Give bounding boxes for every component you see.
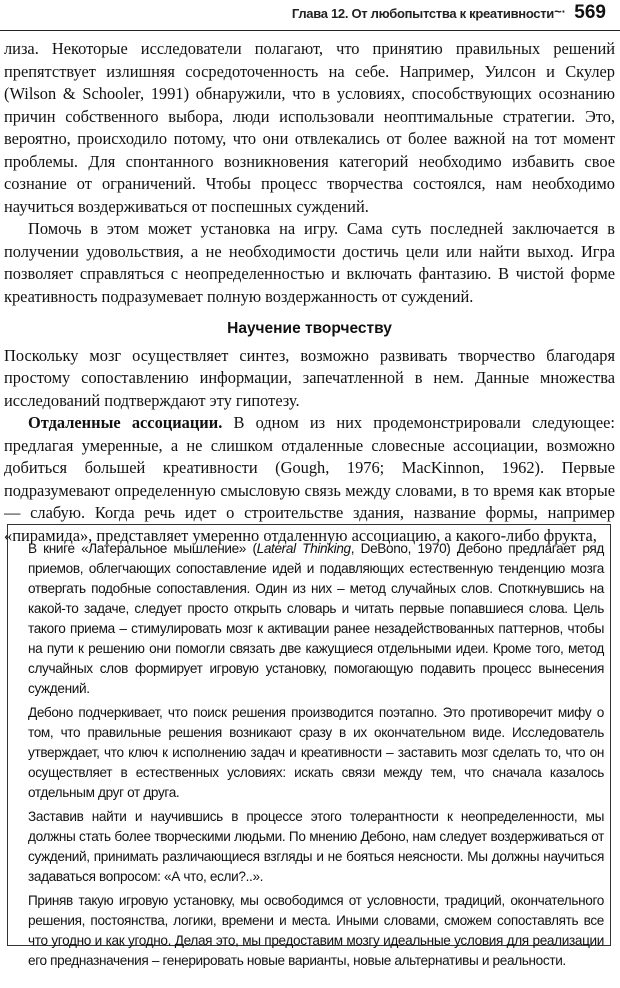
sidebar-paragraph-4: Приняв такую игровую установку, мы освободимся от условности, традиций, окончательного решения, постоянства, логики, времени и места. Иными словами, сможем сопоставлять все что угодно и как угодно. Делая это, мы предоставим мозгу идеальные условия для реализации его предназначения – генерировать новые варианты, новые альтернативы и реальности. — [28, 893, 604, 968]
running-head — [0, 0, 620, 31]
paragraph-3: Поскольку мозг осуществляет синтез, возможно развивать творчество благодаря простому сопоставлению информации, запечатленной в нем. Данные множества исследований подтверждают эту гипотезу. — [4, 345, 615, 410]
sidebar-p1-prefix: В книге «Латеральное мышление» ( — [28, 541, 257, 556]
chapter-title: Глава 12. От любопытства к креативности — [291, 6, 554, 21]
run-in-heading: Отдаленные ассоциации. — [28, 413, 223, 432]
sidebar-paragraph-2: Дебоно подчеркивает, что поиск решения производится поэтапно. Это противоречит мифу о том, что правильные решения возникают сразу в их окончательном виде. Исследователь утверждает, что ключ к исполнению задач и креативности – заставить мозг сделать то, что он осуществляет в естественных условиях: искать связи между тем, что сначала казалось отдельным друг от друга. — [28, 705, 604, 800]
book-title: Lateral Thinking — [256, 541, 351, 556]
paragraph-1: лиза. Некоторые исследователи полагают, что принятию правильных решений препятствует излишняя сосредоточенность на себе. Например, Уилсон и Скулер (Wilson & Schooler, 1991) обнаружили, что в условиях, способствующих осознанию причин собственного выбора, люди использовали неоптимальные стратегии. Это, вероятно, происходило потому, что они отвлекались от более важной на тот момент проблемы. Для спонтанного возникновения категорий необходимо избавить свое сознание от ограничений. Чтобы процесс творчества состоялся, нам необходимо научиться воздерживаться от поспешных суждений. — [4, 39, 615, 216]
ornament-mark: ~· — [554, 4, 566, 19]
sidebar-p1-rest: , DeBono, 1970) Дебоно предлагает ряд приемов, облегчающих сопоставление идей и подавляющих естественную тенденцию мозга отвергать подобные сопоставления. Один из них – метод случайных слов. Споткнувшись на какой-то задаче, следует просто открыть словарь и читать первые попавшиеся слова. Цель такого приема – стимулировать мозг к активации ранее незадействованных паттернов, чтобы на пути к решению они помогли связать две кажущиеся отдельными идеи. Кроме того, метод случайных слов формирует игровую установку, помогающую подавить процесс вынесения суждений. — [28, 541, 604, 696]
sidebar-content — [28, 539, 604, 975]
paragraph-2: Помочь в этом может установка на игру. Сама суть последней заключается в получении удовольствия, а не необходимости достичь цели или найти выход. Игра позволяет справляться с неопределенностью и включать фантазию. В чистой форме креативность подразумевает полную воздержанность от суждений. — [4, 219, 615, 306]
sidebar-paragraph-1 — [28, 539, 604, 699]
page-number: 569 — [574, 2, 606, 23]
main-text — [4, 38, 615, 547]
section-heading: Научение творчеству — [227, 320, 392, 337]
paragraph-4-text: В одном из них продемонстрировали следующее: предлагая умеренные, а не слишком отдаленные словесные ассоциации, возможно добиться большей креативности (Gough, 1976; MacKinnon, 1962). Первые подразумевают определенную смысловую связь между словами, в то время как вторые — слабую. Когда речь идет о строительстве здания, название формы, например «пирамида», представляет умеренно отдаленную ассоциацию, а какого-либо фрукта, — [4, 413, 615, 545]
sidebar-box — [7, 524, 611, 968]
sidebar-paragraph-3: Заставив найти и научившись в процессе этого толерантности к неопределенности, мы должны стать более творческими людьми. По мнению Дебоно, нам следует воздерживаться от суждений, принимать различающиеся взгляды и не бояться неясности. Мы должны научиться задаваться вопросом: «А что, если?..». — [28, 809, 604, 884]
